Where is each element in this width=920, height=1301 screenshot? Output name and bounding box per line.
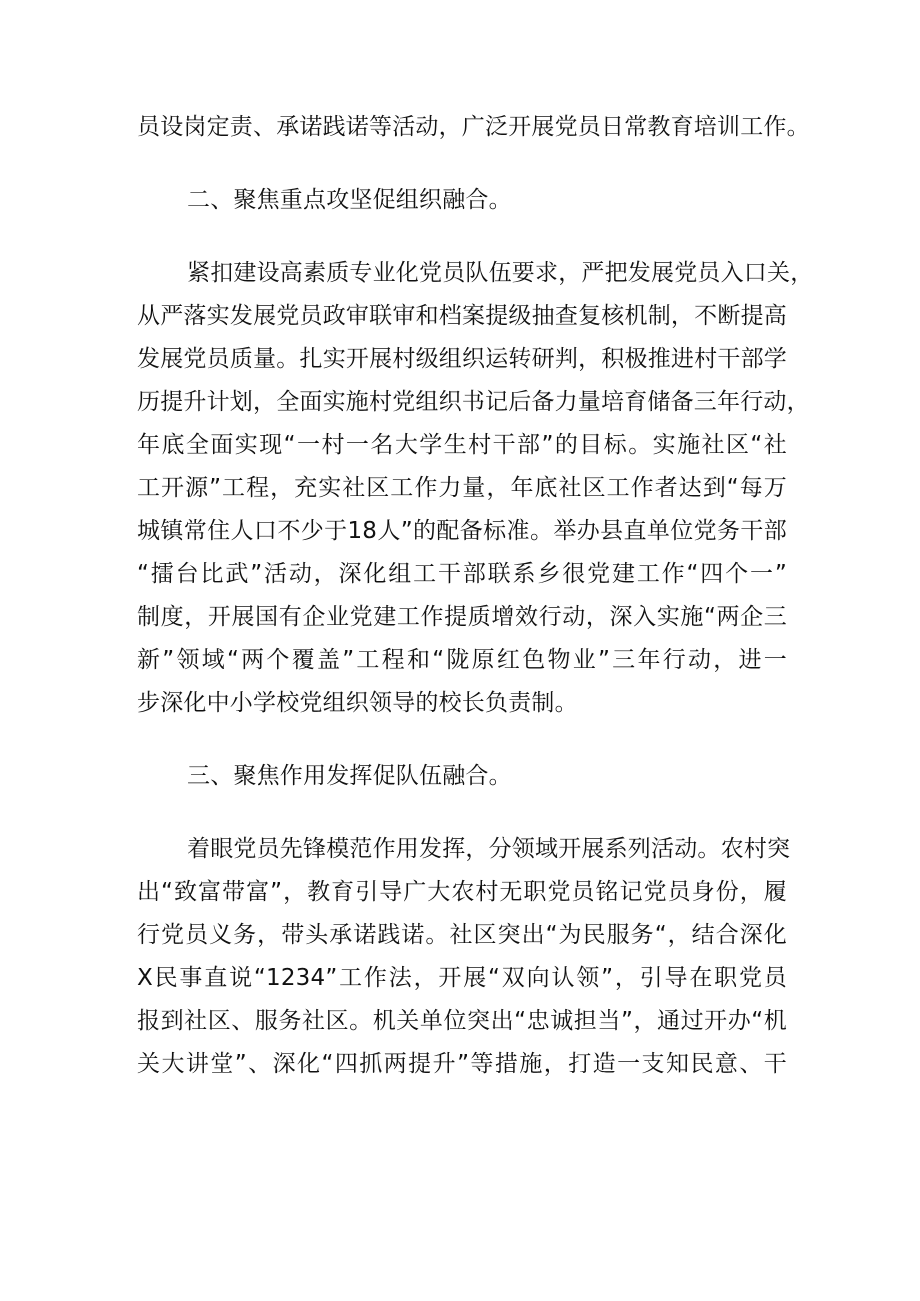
paragraph-gap: [137, 228, 787, 258]
paragraph-line: 紧扣建设高素质专业化党员队伍要求，严把发展党员入口关，: [187, 260, 814, 286]
paragraph-line: 年底全面实现“一村一名大学生村干部”的目标。实施社区“社: [137, 432, 787, 458]
paragraph-line: 发展党员质量。扎实开展村级组织运转研判，积极推进村干部学: [137, 346, 787, 372]
paragraph-line: X民事直说“1234”工作法，开展“双向认领”，引导在职党员: [137, 965, 787, 991]
paragraph-line: 关大讲堂”、深化“四抓两提升”等措施，打造一支知民意、干: [137, 1051, 787, 1077]
section-heading: 三、聚焦作用发挥促队伍融合。: [187, 763, 512, 789]
paragraph-line: 历提升计划，全面实施村党组织书记后备力量培育储备三年行动，: [137, 389, 810, 415]
paragraph-line: 出“致富带富”，教育引导广大农村无职党员铭记党员身份，履: [137, 879, 787, 905]
paragraph-line: 制度，开展国有企业党建工作提质增效行动，深入实施“两企三: [137, 604, 787, 630]
paragraph-line: 城镇常住人口不少于18人”的配备标准。举办县直单位党务干部: [137, 518, 787, 544]
section-heading: 二、聚焦重点攻坚促组织融合。: [187, 187, 512, 213]
paragraph-gap: [137, 155, 787, 185]
document-body: [137, 112, 814, 1092]
paragraph-line: “擂台比武”活动，深化组工干部联系乡很党建工作“四个一”: [137, 561, 787, 587]
paragraph-line: 步深化中小学校党组织领导的校长负责制。: [137, 690, 578, 716]
paragraph-line: 新”领域“两个覆盖”工程和“陇原红色物业”三年行动，进一: [137, 647, 787, 673]
paragraph-gap: [137, 804, 787, 834]
paragraph-line: 着眼党员先锋模范作用发挥，分领域开展系列活动。农村突: [187, 836, 791, 862]
paragraph-line: 报到社区、服务社区。机关单位突出“忠诚担当”，通过开办“机: [137, 1008, 787, 1034]
paragraph-line: 工开源”工程，充实社区工作力量，年底社区工作者达到“每万: [137, 475, 787, 501]
paragraph-line: 行党员义务，带头承诺践诺。社区突出“为民服务“，结合深化: [137, 922, 787, 948]
paragraph-gap: [137, 731, 787, 761]
paragraph-line: 从严落实发展党员政审联审和档案提级抽查复核机制，不断提高: [137, 303, 787, 329]
paragraph-line: 员设岗定责、承诺践诺等活动，广泛开展党员日常教育培训工作。: [137, 114, 810, 140]
